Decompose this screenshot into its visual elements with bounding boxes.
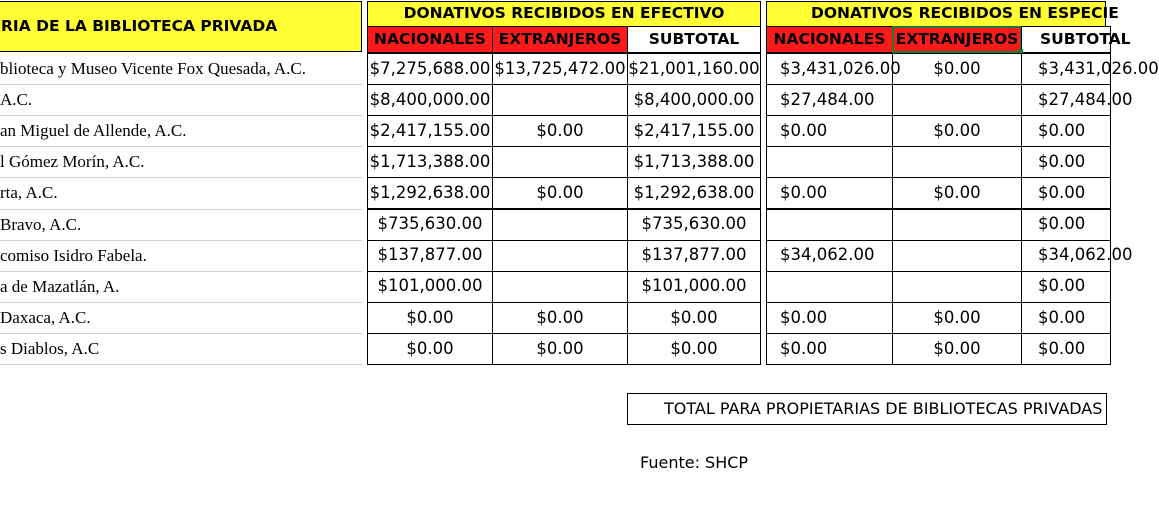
cell-cash-ext[interactable] [492, 271, 628, 303]
cell-cash-ext[interactable]: $13,725,472.00 [492, 53, 628, 85]
cell-kind-ext[interactable]: $0.00 [892, 177, 1022, 209]
row-library-name[interactable]: Bravo, A.C. [0, 214, 82, 234]
cell-cash-ext[interactable] [492, 84, 628, 116]
cell-kind-sub[interactable]: $0.00 [1021, 177, 1111, 209]
cash-donations-header-label: DONATIVOS RECIBIDOS EN EFECTIVO [403, 4, 725, 23]
cell-cash-sub[interactable]: $0.00 [627, 333, 761, 365]
cell-kind-nat[interactable]: $0.00 [766, 115, 893, 147]
kind-subtotal-header[interactable] [1021, 26, 1131, 53]
cell-kind-nat[interactable]: $34,062.00 [766, 240, 893, 272]
cell-kind-sub[interactable]: $0.00 [1021, 115, 1111, 147]
cell-kind-ext[interactable]: $0.00 [892, 115, 1022, 147]
cell-kind-sub[interactable]: $0.00 [1021, 271, 1111, 303]
cell-cash-nat[interactable]: $7,275,688.00 [367, 53, 493, 85]
cash-nacionales-label: NACIONALES [374, 29, 486, 48]
row-separator [0, 364, 362, 365]
cell-kind-ext[interactable] [892, 271, 1022, 303]
cell-cash-nat[interactable]: $1,292,638.00 [367, 177, 493, 209]
cell-cash-sub[interactable]: $0.00 [627, 302, 761, 334]
cell-kind-nat[interactable]: $0.00 [766, 177, 893, 209]
cash-extranjeros-label: EXTRANJEROS [498, 29, 622, 48]
cell-kind-sub[interactable]: $0.00 [1021, 302, 1111, 334]
cash-donations-header[interactable] [367, 1, 761, 27]
cell-cash-sub[interactable]: $735,630.00 [627, 209, 761, 241]
cell-cash-sub[interactable]: $2,417,155.00 [627, 115, 761, 147]
kind-subtotal-label: SUBTOTAL [1040, 29, 1131, 48]
row-library-name[interactable]: s Diablos, A.C [0, 338, 100, 358]
cell-cash-sub[interactable]: $101,000.00 [627, 271, 761, 303]
row-library-name[interactable]: comiso Isidro Fabela. [0, 245, 147, 265]
cell-kind-sub[interactable]: $0.00 [1021, 209, 1111, 241]
cell-cash-ext[interactable]: $0.00 [492, 115, 628, 147]
cell-kind-ext[interactable] [892, 84, 1022, 116]
row-library-name[interactable]: Daxaca, A.C. [0, 307, 91, 327]
total-label-box[interactable] [627, 393, 1107, 425]
cash-extranjeros-header[interactable] [492, 26, 628, 53]
cell-kind-sub[interactable]: $27,484.00 [1021, 84, 1111, 116]
row-library-name[interactable]: blioteca y Museo Vicente Fox Quesada, A.C. [0, 59, 307, 79]
cell-cash-ext[interactable] [492, 146, 628, 178]
cell-cash-sub[interactable]: $1,292,638.00 [627, 177, 761, 209]
kind-donations-header-label: DONATIVOS RECIBIDOS EN ESPECIE [811, 4, 1119, 23]
cell-kind-ext[interactable] [892, 240, 1022, 272]
cell-kind-sub[interactable]: $0.00 [1021, 146, 1111, 178]
cell-cash-ext[interactable]: $0.00 [492, 333, 628, 365]
cell-cash-sub[interactable]: $137,877.00 [627, 240, 761, 272]
cell-kind-ext[interactable] [892, 146, 1022, 178]
row-library-name[interactable]: rta, A.C. [0, 183, 58, 203]
cell-cash-nat[interactable]: $1,713,388.00 [367, 146, 493, 178]
source-note [640, 452, 748, 474]
cell-kind-ext[interactable] [892, 209, 1022, 241]
cash-subtotal-label: SUBTOTAL [648, 29, 740, 48]
cell-cash-nat[interactable]: $2,417,155.00 [367, 115, 493, 147]
cell-cash-nat[interactable]: $101,000.00 [367, 271, 493, 303]
cell-kind-nat[interactable] [766, 146, 893, 178]
cell-cash-nat[interactable]: $735,630.00 [367, 209, 493, 241]
cell-kind-nat[interactable]: $0.00 [766, 333, 893, 365]
kind-extranjeros-label: EXTRANJEROS [895, 29, 1019, 48]
source-label: Fuente: SHCP [640, 453, 749, 472]
cell-cash-nat[interactable]: $137,877.00 [367, 240, 493, 272]
cell-kind-sub[interactable]: $3,431,026.00 [1021, 53, 1111, 85]
kind-extranjeros-header[interactable] [892, 26, 1022, 53]
row-library-name[interactable]: A.C. [0, 90, 33, 110]
cell-cash-ext[interactable] [492, 209, 628, 241]
row-library-name[interactable]: an Miguel de Allende, A.C. [0, 121, 187, 141]
library-owner-header[interactable] [0, 1, 362, 52]
cell-kind-nat[interactable]: $3,431,026.00 [766, 53, 893, 85]
cell-kind-nat[interactable]: $0.00 [766, 302, 893, 334]
cell-kind-sub[interactable]: $0.00 [1021, 333, 1111, 365]
cell-cash-nat[interactable]: $0.00 [367, 302, 493, 334]
row-library-name[interactable]: a de Mazatlán, A. [0, 276, 120, 296]
cell-cash-ext[interactable]: $0.00 [492, 177, 628, 209]
cell-kind-ext[interactable]: $0.00 [892, 53, 1022, 85]
cell-cash-sub[interactable]: $1,713,388.00 [627, 146, 761, 178]
total-label: TOTAL PARA PROPIETARIAS DE BIBLIOTECAS PRIVADAS [664, 399, 1103, 418]
cell-kind-ext[interactable]: $0.00 [892, 302, 1022, 334]
cell-cash-nat[interactable]: $8,400,000.00 [367, 84, 493, 116]
cash-nacionales-header[interactable] [367, 26, 493, 53]
row-library-name[interactable]: l Gómez Morín, A.C. [0, 152, 145, 172]
cash-subtotal-header[interactable] [627, 26, 761, 53]
cell-kind-ext[interactable]: $0.00 [892, 333, 1022, 365]
cell-cash-sub[interactable]: $8,400,000.00 [627, 84, 761, 116]
kind-nacionales-header[interactable] [766, 26, 893, 53]
cell-kind-nat[interactable] [766, 271, 893, 303]
cell-cash-nat[interactable]: $0.00 [367, 333, 493, 365]
cell-kind-nat[interactable] [766, 209, 893, 241]
cell-cash-ext[interactable]: $0.00 [492, 302, 628, 334]
cell-cash-sub[interactable]: $21,001,160.00 [627, 53, 761, 85]
cell-kind-sub[interactable]: $34,062.00 [1021, 240, 1111, 272]
kind-nacionales-label: NACIONALES [773, 29, 886, 48]
library-owner-header-label: RIA DE LA BIBLIOTECA PRIVADA [1, 16, 278, 35]
cell-cash-ext[interactable] [492, 240, 628, 272]
cell-kind-nat[interactable]: $27,484.00 [766, 84, 893, 116]
kind-donations-header[interactable] [766, 1, 1119, 27]
